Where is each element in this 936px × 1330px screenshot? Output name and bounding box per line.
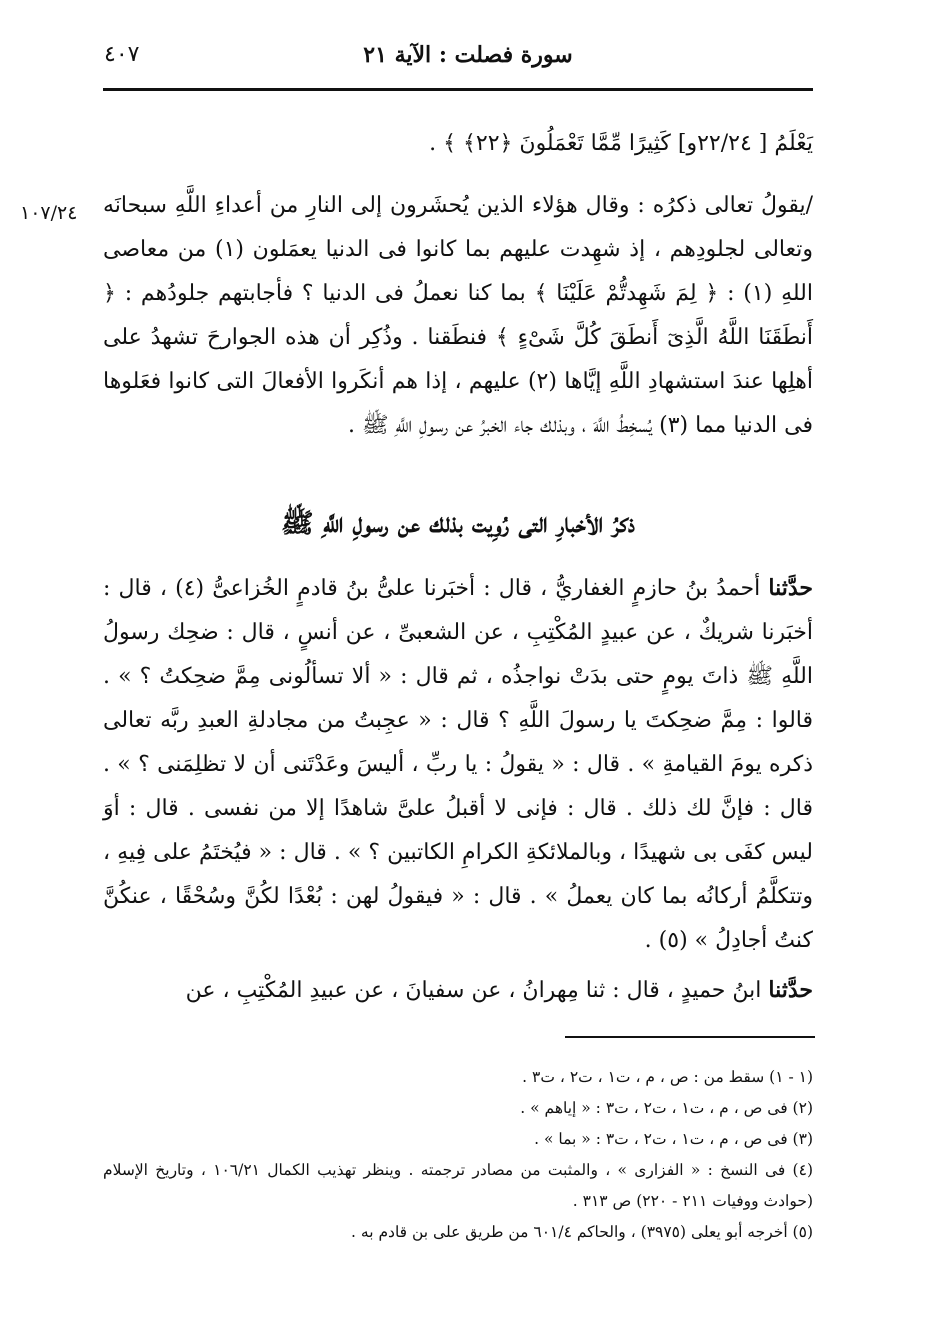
hadith-paragraph-continued (103, 968, 813, 1013)
hadith-text: ابنُ حميدٍ ، قال : ثنا مِهرانُ ، عن سفيانَ ، عن عبيدِ المُكْتِبِ ، عن (185, 978, 762, 1003)
footnote: (١ - ١) سقط من : ص ، م ، ت١ ، ت٢ ، ت٣ . (522, 1068, 813, 1086)
page-number: ٤٠٧ (104, 42, 140, 67)
footnote: (٤) فى النسخ : « الفزارى » ، والمثبت من مصادر ترجمته . وينظر تهذيب الكمال ١٠٦/٢١ ، وتاريخ الإسلام (حوادث ووفيات ٢١١ - ٢٢٠) ص ٣١٣ . (103, 1161, 813, 1210)
hadith-paragraph (103, 566, 813, 963)
commentary-paragraph (103, 184, 813, 448)
footnote-separator (565, 1036, 815, 1038)
verse-continuation-line (103, 124, 813, 164)
hadith-paragraph-continued-text (103, 968, 813, 1013)
header-rule (103, 88, 813, 91)
hadith-lead-word: حدَّثنا (768, 575, 813, 601)
footnote: (٢) فى ص ، م ، ت١ ، ت٢ ، ت٣ : « إياهم » . (520, 1099, 813, 1117)
margin-folio-reference: ١٠٧/٢٤ (20, 202, 78, 224)
footnote: (٥) أخرجه أبو يعلى (٣٩٧٥) ، والحاكم ٦٠١/٤ من طريق على بن قادم به . (351, 1223, 813, 1241)
verse-continuation-text: يَعْلَمُ [ ٢٢/٢٤و] كَثِيرًا مِّمَّا تَعْمَلُونَ ﴿٢٢﴾ ﴾ . (429, 131, 813, 156)
hadith-lead-word: حدَّثنا (768, 977, 813, 1003)
footnote: (٣) فى ص ، م ، ت١ ، ت٢ ، ت٣ : « بما » . (534, 1130, 813, 1148)
section-heading: ذكرُ الأخبارِ التى رُوِيت بذلك عن رسولِ اللَّهِ ﷺ (281, 508, 635, 539)
footnotes (103, 1062, 813, 1248)
running-title: سورة فصلت : الآية ٢١ (363, 42, 573, 68)
hadith-paragraph-text (103, 566, 813, 963)
hadith-text: أحمدُ بنُ حازمٍ الغفاريُّ ، قال : أخبَرنا علىُّ بنُ قادمٍ الخُزاعىُّ (٤) ، قال : أخبَرنا شريكٌ ، عن عبيدٍ المُكْتِبِ ، عن الشعبىِّ ، عن أنسٍ ، قال : ضحِك رسولُ اللَّهِ ﷺ ذاتَ يومٍ حتى بدَتْ نواجذُه ، ثم قال : « ألا تسألُونى مِمَّ ضحِكتُ ؟ » . قالوا : مِمَّ ضحِكتَ يا رسولَ اللَّهِ ؟ قال : « عجِبتُ من مجادلةِ العبدِ ربَّه تعالى ذكره يومَ القيامةِ » . قال : « يقولُ : يا ربِّ ، أليسَ وعَدْتَنى أن لا تظلِمَنى ؟ » . قال : فإنَّ لك ذلك . قال : فإنى لا أقبلُ علىَّ شاهدًا إلا من نفسى . قال : أوَ ليس كفَى بى شهيدًا ، وبالملائكةِ الكرامِ الكاتبين ؟ » . قال : « فيُختَمُ على فِيهِ ، وتتكلَّمُ أركانُه بما كان يعملُ » . قال : « فيقولُ لهن : بُعْدًا لكُنَّ وسُحْقًا ، عنكُنَّ كنتُ أجادِلُ » (٥) . (103, 576, 813, 953)
commentary-paragraph-text: /يقولُ تعالى ذكرُه : وقال هؤلاء الذين يُحشَرون إلى النارِ من أعداءِ اللَّهِ سبحانَه وتعالى لجلودِهم ، إذ شهِدت عليهم بما كانوا فى الدنيا يعمَلون (١) من معاصى اللهِ (١) : ﴿ لِمَ شَهِدتُّمْ عَلَيْنَا ﴾ بما كنا نعملُ فى الدنيا ؟ فأجابتهم جلودُهم : ﴿ أَنطَقَنَا اللَّهُ الَّذِىٓ أَنطَقَ كُلَّ شَىْءٍ ﴾ فنطَقنا . وذُكِر أن هذه الجوارحَ تشهدُ على أهلِها عندَ استشهادِ اللَّهِ إيَّاها (٢) عليهم ، إذا هم أنكَروا الأفعالَ التى كانوا فعَلوها فى الدنيا مما (٣) يُسخِطُ اللَّهَ ، وبذلك جاء الخبرُ عن رسولِ اللَّهِ ﷺ . (103, 193, 813, 438)
